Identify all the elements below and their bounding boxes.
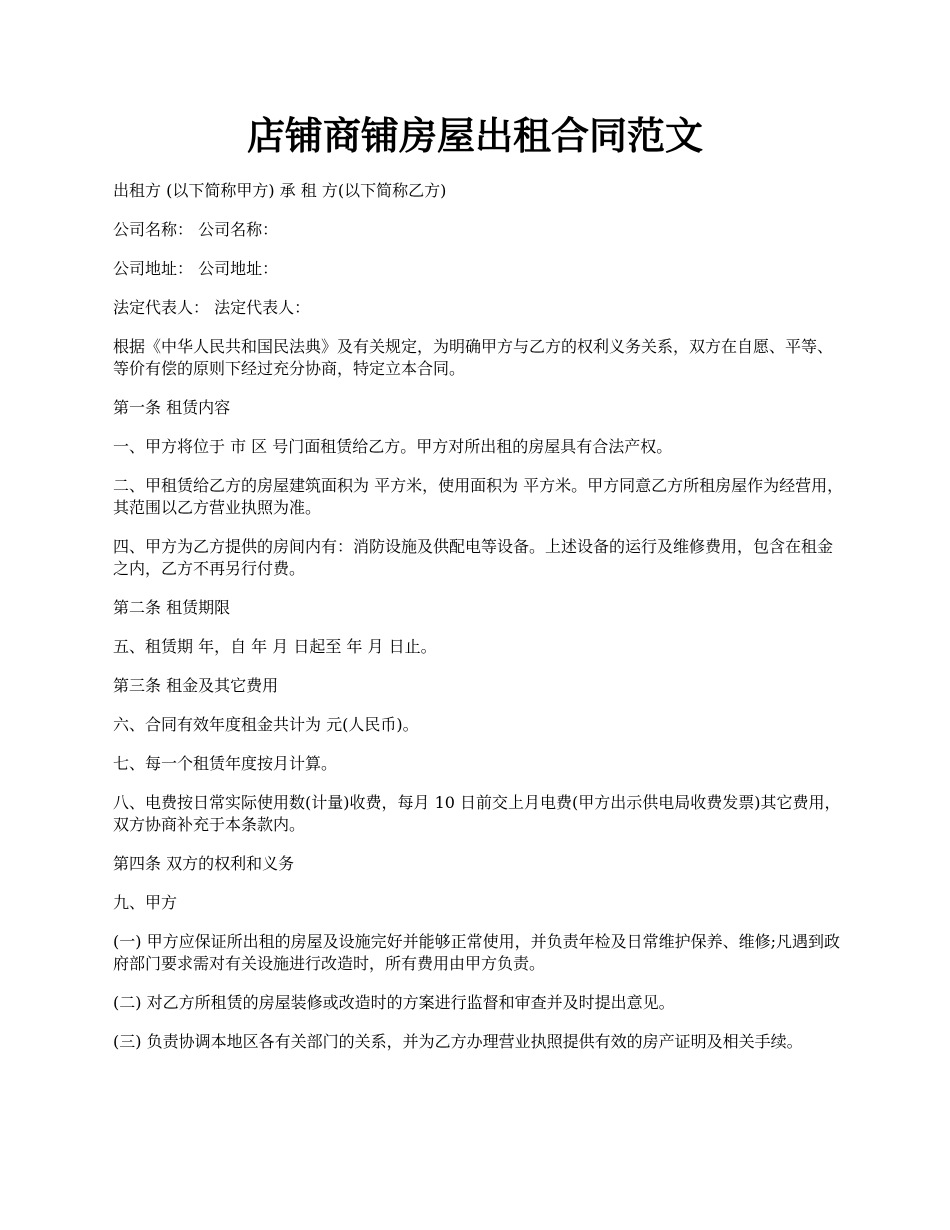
sub-clause-9-1: (一) 甲方应保证所出租的房屋及设施完好并能够正常使用，并负责年检及日常维护保养、维修;凡遇到政府部门要求需对有关设施进行改造时，所有费用由甲方负责。 (113, 932, 840, 973)
section-heading-2: 第二条 租赁期限 (113, 598, 231, 617)
clause-2: 二、甲租赁给乙方的房屋建筑面积为 平方米，使用面积为 平方米。甲方同意乙方所租房屋作为经营用，其范围以乙方营业执照为准。 (113, 476, 844, 517)
sub-clause-9-2: (二) 对乙方所租赁的房屋装修或改造时的方案进行监督和审查并及时提出意见。 (113, 993, 675, 1012)
clause-7: 七、每一个租赁年度按月计算。 (113, 754, 338, 773)
clause-6: 六、合同有效年度租金共计为 元(人民币)。 (113, 715, 419, 734)
clause-5: 五、租赁期 年，自 年 月 日起至 年 月 日止。 (113, 637, 437, 656)
paragraph-parties: 出租方 (以下简称甲方) 承 租 方(以下简称乙方) (113, 181, 447, 200)
clause-1: 一、甲方将位于 市 区 号门面租赁给乙方。甲方对所出租的房屋具有合法产权。 (113, 437, 673, 456)
paragraph-legal-representative: 法定代表人： 法定代表人： (113, 298, 311, 317)
section-heading-3: 第三条 租金及其它费用 (113, 676, 279, 695)
document-title: 店铺商铺房屋出租合同范文 (246, 113, 703, 158)
clause-4: 四、甲方为乙方提供的房间内有：消防设施及供配电等设备。上述设备的运行及维修费用，包含在租金之内，乙方不再另行付费。 (113, 537, 834, 578)
paragraph-company-address: 公司地址： 公司地址： (113, 259, 279, 278)
clause-8: 八、电费按日常实际使用数(计量)收费，每月 10 日前交上月电费(甲方出示供电局收费发票)其它费用，双方协商补充于本条款内。 (113, 793, 841, 834)
sub-clause-9-3: (三) 负责协调本地区各有关部门的关系，并为乙方办理营业执照提供有效的房产证明及相关手续。 (113, 1032, 803, 1051)
section-heading-4: 第四条 双方的权利和义务 (113, 854, 295, 873)
section-heading-1: 第一条 租赁内容 (113, 398, 231, 417)
clause-9: 九、甲方 (113, 893, 178, 912)
paragraph-preamble: 根据《中华人民共和国民法典》及有关规定，为明确甲方与乙方的权利义务关系，双方在自愿、平等、等价有偿的原则下经过充分协商，特定立本合同。 (113, 337, 834, 378)
paragraph-company-name: 公司名称： 公司名称： (113, 220, 279, 239)
document-body (113, 180, 848, 1070)
